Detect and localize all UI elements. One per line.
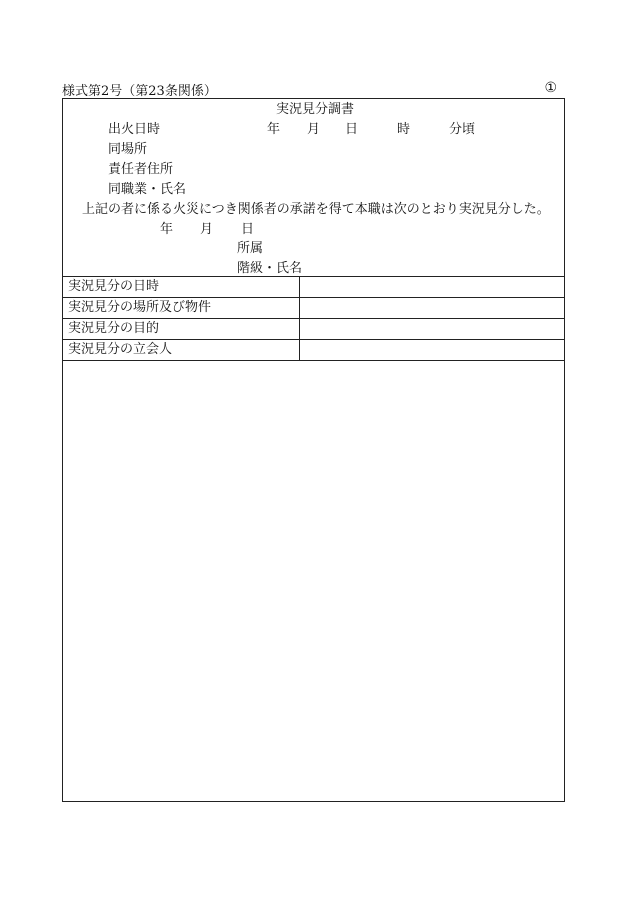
column-divider xyxy=(299,277,300,297)
occupation-name-label: 同職業・氏名 xyxy=(108,182,187,197)
report-title: 実況見分調書 xyxy=(276,102,355,117)
report-year-unit: 年 xyxy=(160,222,174,237)
inspection-place-field[interactable] xyxy=(303,300,560,316)
consent-statement: 上記の者に係る火災につき関係者の承諾を得て本職は次のとおり実況見分した。 xyxy=(82,202,550,217)
inspection-table xyxy=(63,276,564,361)
rank-name-label: 階級・氏名 xyxy=(237,261,303,276)
fire-hour-unit: 時 xyxy=(397,122,411,137)
page-number-mark: ① xyxy=(544,80,557,96)
form-header xyxy=(62,80,565,98)
table-row xyxy=(63,319,564,340)
column-divider xyxy=(299,340,300,360)
table-row xyxy=(63,277,564,298)
inspection-datetime-field[interactable] xyxy=(303,279,560,295)
inspection-place-label: 実況見分の場所及び物件 xyxy=(68,300,212,315)
report-frame xyxy=(62,98,565,802)
report-month-unit: 月 xyxy=(200,222,214,237)
fire-datetime-label: 出火日時 xyxy=(108,122,161,137)
table-row xyxy=(63,340,564,361)
affiliation-label: 所属 xyxy=(237,241,264,256)
column-divider xyxy=(299,298,300,318)
fire-year-unit: 年 xyxy=(267,122,281,137)
fire-month-unit: 月 xyxy=(307,122,321,137)
inspection-witness-label: 実況見分の立会人 xyxy=(68,342,173,357)
inspection-datetime-label: 実況見分の日時 xyxy=(68,279,160,294)
report-day-unit: 日 xyxy=(241,222,255,237)
inspection-purpose-field[interactable] xyxy=(303,321,560,337)
inspection-witness-field[interactable] xyxy=(303,342,560,358)
inspection-purpose-label: 実況見分の目的 xyxy=(68,321,160,336)
table-row xyxy=(63,298,564,319)
form-number-label: 様式第2号（第23条関係） xyxy=(62,84,217,99)
responsible-address-label: 責任者住所 xyxy=(108,162,174,177)
column-divider xyxy=(299,319,300,339)
same-location-label: 同場所 xyxy=(108,142,148,157)
fire-minute-unit: 分頃 xyxy=(449,122,476,137)
fire-day-unit: 日 xyxy=(345,122,359,137)
